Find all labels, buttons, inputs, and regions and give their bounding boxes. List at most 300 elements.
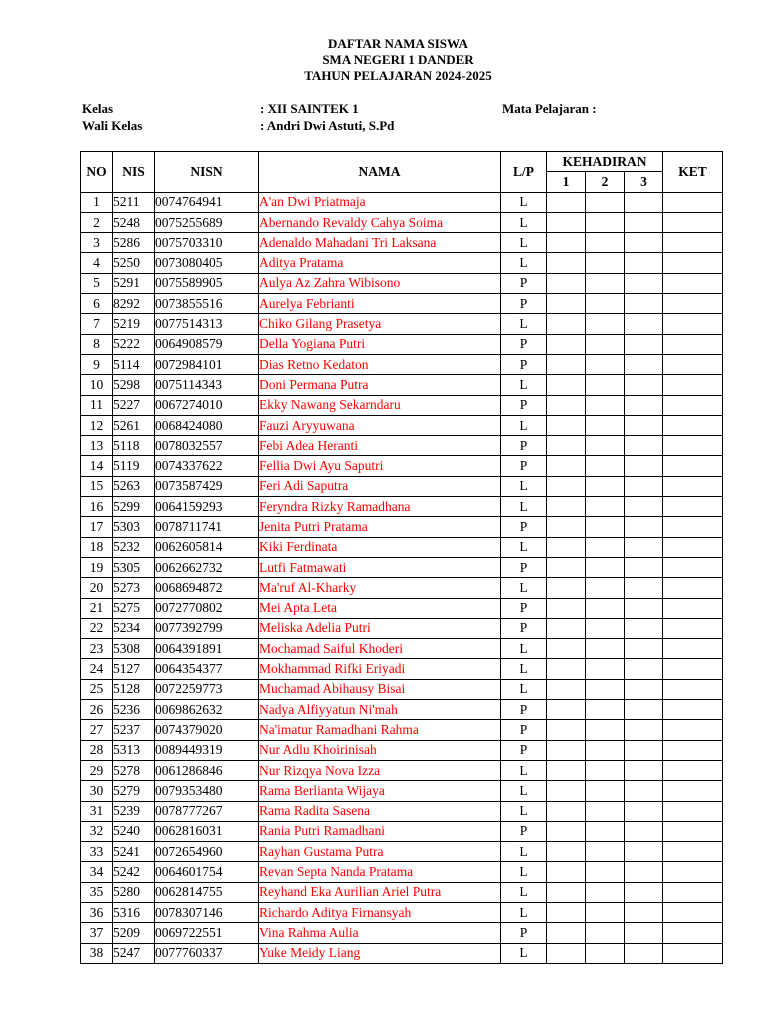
attendance-cell-1 [547, 842, 586, 862]
student-name: Na'imatur Ramadhani Rahma [259, 720, 501, 740]
academic-year: TAHUN PELAJARAN 2024-2025 [304, 68, 492, 83]
student-no: 36 [81, 902, 113, 922]
col-header-no: NO [81, 152, 113, 193]
attendance-cell-2 [586, 882, 625, 902]
table-row [81, 821, 723, 841]
student-gender: P [501, 821, 547, 841]
student-name: Vina Rahma Aulia [259, 923, 501, 943]
student-nis: 5127 [113, 659, 155, 679]
table-row [81, 294, 723, 314]
attendance-cell-3 [625, 436, 663, 456]
student-name: Della Yogiana Putri [259, 334, 501, 354]
attendance-cell-3 [625, 212, 663, 232]
student-nisn: 0077392799 [155, 618, 259, 638]
table-row [81, 679, 723, 699]
attendance-cell-1 [547, 294, 586, 314]
student-gender: P [501, 618, 547, 638]
student-gender: P [501, 395, 547, 415]
student-nis: 5248 [113, 212, 155, 232]
attendance-cell-2 [586, 740, 625, 760]
table-row [81, 557, 723, 577]
attendance-cell-2 [586, 212, 625, 232]
student-nisn: 0074337622 [155, 456, 259, 476]
student-gender: L [501, 781, 547, 801]
attendance-cell-3 [625, 192, 663, 212]
attendance-cell-3 [625, 476, 663, 496]
student-name: Adenaldo Mahadani Tri Laksana [259, 233, 501, 253]
student-name: Febi Adea Heranti [259, 436, 501, 456]
col-header-lp: L/P [501, 152, 547, 193]
student-gender: L [501, 415, 547, 435]
attendance-cell-1 [547, 375, 586, 395]
table-row [81, 395, 723, 415]
table-row [81, 760, 723, 780]
student-name: Jenita Putri Pratama [259, 517, 501, 537]
student-gender: L [501, 679, 547, 699]
student-no: 22 [81, 618, 113, 638]
attendance-cell-1 [547, 354, 586, 374]
student-gender: L [501, 212, 547, 232]
student-gender: L [501, 192, 547, 212]
student-name: Chiko Gilang Prasetya [259, 314, 501, 334]
student-name: Feri Adi Saputra [259, 476, 501, 496]
ket-cell [663, 700, 723, 720]
table-row [81, 902, 723, 922]
ket-cell [663, 334, 723, 354]
attendance-cell-2 [586, 557, 625, 577]
attendance-cell-2 [586, 415, 625, 435]
student-nisn: 0062605814 [155, 537, 259, 557]
student-nis: 5236 [113, 700, 155, 720]
table-row [81, 842, 723, 862]
student-no: 3 [81, 233, 113, 253]
student-no: 27 [81, 720, 113, 740]
student-name: Reyhand Eka Aurilian Ariel Putra [259, 882, 501, 902]
attendance-cell-2 [586, 923, 625, 943]
kelas-label: Kelas [82, 101, 114, 116]
student-nis: 5286 [113, 233, 155, 253]
attendance-cell-2 [586, 639, 625, 659]
col-header-kehadiran-1: 1 [547, 172, 586, 192]
table-row [81, 354, 723, 374]
attendance-cell-1 [547, 436, 586, 456]
attendance-cell-3 [625, 781, 663, 801]
wali-kelas-label: Wali Kelas [82, 118, 143, 133]
student-nis: 5240 [113, 821, 155, 841]
student-nis: 5247 [113, 943, 155, 963]
col-header-kehadiran-3: 3 [625, 172, 663, 192]
attendance-cell-2 [586, 294, 625, 314]
attendance-cell-1 [547, 517, 586, 537]
student-nis: 5291 [113, 273, 155, 293]
col-header-kehadiran: KEHADIRAN [547, 152, 663, 172]
attendance-cell-1 [547, 273, 586, 293]
attendance-cell-1 [547, 639, 586, 659]
table-row [81, 334, 723, 354]
attendance-cell-2 [586, 760, 625, 780]
student-gender: L [501, 842, 547, 862]
student-name: Rania Putri Ramadhani [259, 821, 501, 841]
ket-cell [663, 517, 723, 537]
student-no: 32 [81, 821, 113, 841]
student-nisn: 0078307146 [155, 902, 259, 922]
student-nis: 5305 [113, 557, 155, 577]
attendance-cell-3 [625, 354, 663, 374]
ket-cell [663, 497, 723, 517]
student-no: 23 [81, 639, 113, 659]
attendance-cell-3 [625, 375, 663, 395]
student-no: 16 [81, 497, 113, 517]
table-row [81, 233, 723, 253]
ket-cell [663, 273, 723, 293]
ket-cell [663, 842, 723, 862]
student-nis: 5250 [113, 253, 155, 273]
attendance-cell-2 [586, 821, 625, 841]
attendance-cell-3 [625, 517, 663, 537]
attendance-cell-2 [586, 700, 625, 720]
student-nisn: 0077760337 [155, 943, 259, 963]
student-gender: P [501, 354, 547, 374]
student-nis: 5278 [113, 760, 155, 780]
student-nis: 5118 [113, 436, 155, 456]
student-name: Mochamad Saiful Khoderi [259, 639, 501, 659]
table-row [81, 639, 723, 659]
student-gender: L [501, 497, 547, 517]
student-no: 34 [81, 862, 113, 882]
ket-cell [663, 294, 723, 314]
student-nisn: 0073855516 [155, 294, 259, 314]
student-no: 10 [81, 375, 113, 395]
student-nisn: 0062814755 [155, 882, 259, 902]
attendance-cell-2 [586, 334, 625, 354]
student-name: Mei Apta Leta [259, 598, 501, 618]
attendance-cell-1 [547, 720, 586, 740]
ket-cell [663, 192, 723, 212]
student-nisn: 0089449319 [155, 740, 259, 760]
student-no: 19 [81, 557, 113, 577]
ket-cell [663, 740, 723, 760]
attendance-cell-2 [586, 537, 625, 557]
attendance-cell-3 [625, 273, 663, 293]
table-row [81, 700, 723, 720]
student-nis: 5303 [113, 517, 155, 537]
student-nis: 5298 [113, 375, 155, 395]
student-nis: 5308 [113, 639, 155, 659]
student-gender: P [501, 456, 547, 476]
col-header-nis: NIS [113, 152, 155, 193]
student-nisn: 0061286846 [155, 760, 259, 780]
student-no: 1 [81, 192, 113, 212]
attendance-cell-2 [586, 801, 625, 821]
student-nisn: 0069862632 [155, 700, 259, 720]
attendance-cell-1 [547, 923, 586, 943]
student-name: Nur Rizqya Nova Izza [259, 760, 501, 780]
student-nisn: 0064159293 [155, 497, 259, 517]
ket-cell [663, 679, 723, 699]
student-no: 18 [81, 537, 113, 557]
attendance-cell-1 [547, 700, 586, 720]
attendance-cell-3 [625, 842, 663, 862]
student-gender: L [501, 659, 547, 679]
attendance-cell-2 [586, 679, 625, 699]
attendance-cell-2 [586, 436, 625, 456]
attendance-cell-3 [625, 598, 663, 618]
student-name: Lutfi Fatmawati [259, 557, 501, 577]
student-nis: 5273 [113, 578, 155, 598]
ket-cell [663, 618, 723, 638]
attendance-cell-3 [625, 902, 663, 922]
student-gender: P [501, 720, 547, 740]
attendance-cell-3 [625, 740, 663, 760]
student-name: Yuke Meidy Liang [259, 943, 501, 963]
student-no: 24 [81, 659, 113, 679]
table-row [81, 598, 723, 618]
student-nisn: 0067274010 [155, 395, 259, 415]
table-row [81, 273, 723, 293]
student-gender: L [501, 639, 547, 659]
attendance-cell-2 [586, 375, 625, 395]
student-gender: L [501, 760, 547, 780]
attendance-cell-2 [586, 456, 625, 476]
table-row [81, 578, 723, 598]
attendance-cell-2 [586, 395, 625, 415]
ket-cell [663, 943, 723, 963]
attendance-cell-3 [625, 253, 663, 273]
ket-cell [663, 801, 723, 821]
student-nis: 5237 [113, 720, 155, 740]
attendance-cell-3 [625, 923, 663, 943]
wali-kelas-value: : Andri Dwi Astuti, S.Pd [260, 118, 395, 133]
attendance-cell-3 [625, 415, 663, 435]
student-gender: P [501, 923, 547, 943]
attendance-cell-3 [625, 659, 663, 679]
student-name: Feryndra Rizky Ramadhana [259, 497, 501, 517]
student-nisn: 0064908579 [155, 334, 259, 354]
attendance-cell-2 [586, 476, 625, 496]
attendance-cell-1 [547, 537, 586, 557]
student-gender: P [501, 517, 547, 537]
ket-cell [663, 639, 723, 659]
student-no: 14 [81, 456, 113, 476]
attendance-cell-1 [547, 943, 586, 963]
attendance-cell-1 [547, 821, 586, 841]
ket-cell [663, 760, 723, 780]
attendance-cell-1 [547, 497, 586, 517]
ket-cell [663, 354, 723, 374]
student-gender: L [501, 801, 547, 821]
attendance-cell-2 [586, 781, 625, 801]
student-no: 2 [81, 212, 113, 232]
table-row [81, 476, 723, 496]
table-row [81, 192, 723, 212]
student-name: Mokhammad Rifki Eriyadi [259, 659, 501, 679]
attendance-cell-1 [547, 760, 586, 780]
student-nisn: 0078032557 [155, 436, 259, 456]
student-no: 21 [81, 598, 113, 618]
ket-cell [663, 253, 723, 273]
attendance-cell-3 [625, 821, 663, 841]
ket-cell [663, 233, 723, 253]
ket-cell [663, 456, 723, 476]
student-nisn: 0075114343 [155, 375, 259, 395]
attendance-cell-3 [625, 314, 663, 334]
attendance-cell-3 [625, 700, 663, 720]
student-no: 7 [81, 314, 113, 334]
attendance-cell-2 [586, 943, 625, 963]
attendance-cell-3 [625, 578, 663, 598]
student-nis: 5232 [113, 537, 155, 557]
attendance-cell-1 [547, 578, 586, 598]
student-no: 4 [81, 253, 113, 273]
attendance-cell-3 [625, 639, 663, 659]
attendance-cell-1 [547, 192, 586, 212]
student-nisn: 0072654960 [155, 842, 259, 862]
table-row [81, 436, 723, 456]
student-name: Meliska Adelia Putri [259, 618, 501, 638]
student-nisn: 0074764941 [155, 192, 259, 212]
student-nisn: 0064391891 [155, 639, 259, 659]
student-no: 33 [81, 842, 113, 862]
attendance-cell-2 [586, 578, 625, 598]
student-nisn: 0079353480 [155, 781, 259, 801]
student-nisn: 0075589905 [155, 273, 259, 293]
student-nisn: 0068424080 [155, 415, 259, 435]
student-nis: 5128 [113, 679, 155, 699]
attendance-cell-2 [586, 598, 625, 618]
student-name: Ma'ruf Al-Kharky [259, 578, 501, 598]
student-nis: 5263 [113, 476, 155, 496]
student-nisn: 0075703310 [155, 233, 259, 253]
student-nis: 5242 [113, 862, 155, 882]
ket-cell [663, 436, 723, 456]
ket-cell [663, 821, 723, 841]
attendance-cell-2 [586, 862, 625, 882]
student-gender: L [501, 375, 547, 395]
student-nis: 5239 [113, 801, 155, 821]
student-gender: L [501, 233, 547, 253]
attendance-cell-2 [586, 354, 625, 374]
student-gender: P [501, 294, 547, 314]
table-row [81, 781, 723, 801]
attendance-cell-1 [547, 334, 586, 354]
student-nisn: 0062816031 [155, 821, 259, 841]
ket-cell [663, 375, 723, 395]
student-gender: L [501, 862, 547, 882]
table-row [81, 618, 723, 638]
attendance-cell-2 [586, 273, 625, 293]
attendance-cell-2 [586, 720, 625, 740]
table-row [81, 456, 723, 476]
attendance-cell-1 [547, 415, 586, 435]
student-no: 11 [81, 395, 113, 415]
table-row [81, 801, 723, 821]
attendance-cell-3 [625, 801, 663, 821]
kelas-value: : XII SAINTEK 1 [260, 101, 359, 116]
attendance-cell-3 [625, 943, 663, 963]
student-nis: 5261 [113, 415, 155, 435]
student-nisn: 0064601754 [155, 862, 259, 882]
table-row [81, 497, 723, 517]
col-header-kehadiran-2: 2 [586, 172, 625, 192]
ket-cell [663, 781, 723, 801]
table-body [81, 192, 723, 963]
student-gender: L [501, 882, 547, 902]
col-header-ket: KET [663, 152, 723, 193]
attendance-cell-1 [547, 212, 586, 232]
student-nis: 8292 [113, 294, 155, 314]
table-row [81, 862, 723, 882]
student-nisn: 0068694872 [155, 578, 259, 598]
student-nis: 5222 [113, 334, 155, 354]
student-no: 6 [81, 294, 113, 314]
student-gender: L [501, 902, 547, 922]
student-gender: L [501, 476, 547, 496]
ket-cell [663, 923, 723, 943]
attendance-cell-1 [547, 456, 586, 476]
student-name: Revan Septa Nanda Pratama [259, 862, 501, 882]
student-nis: 5209 [113, 923, 155, 943]
student-nis: 5241 [113, 842, 155, 862]
attendance-cell-2 [586, 233, 625, 253]
table-row [81, 375, 723, 395]
attendance-cell-3 [625, 760, 663, 780]
attendance-cell-1 [547, 882, 586, 902]
student-nisn: 0073587429 [155, 476, 259, 496]
table-row [81, 720, 723, 740]
attendance-cell-1 [547, 395, 586, 415]
student-nisn: 0074379020 [155, 720, 259, 740]
table-row [81, 740, 723, 760]
student-name: Rama Radita Sasena [259, 801, 501, 821]
col-header-nama: NAMA [259, 152, 501, 193]
attendance-cell-1 [547, 233, 586, 253]
student-nisn: 0072984101 [155, 354, 259, 374]
attendance-cell-3 [625, 456, 663, 476]
attendance-cell-3 [625, 334, 663, 354]
attendance-cell-1 [547, 862, 586, 882]
student-nis: 5219 [113, 314, 155, 334]
student-name: Nur Adlu Khoirinisah [259, 740, 501, 760]
student-nis: 5114 [113, 354, 155, 374]
table-row [81, 517, 723, 537]
attendance-cell-1 [547, 801, 586, 821]
student-name: Muchamad Abihausy Bisai [259, 679, 501, 699]
ket-cell [663, 720, 723, 740]
student-no: 13 [81, 436, 113, 456]
student-nisn: 0062662732 [155, 557, 259, 577]
table-row [81, 923, 723, 943]
student-gender: P [501, 598, 547, 618]
attendance-cell-3 [625, 395, 663, 415]
attendance-cell-3 [625, 882, 663, 902]
student-name: Aurelya Febrianti [259, 294, 501, 314]
student-gender: L [501, 314, 547, 334]
student-nis: 5316 [113, 902, 155, 922]
student-name: Rama Berlianta Wijaya [259, 781, 501, 801]
student-name: Rayhan Gustama Putra [259, 842, 501, 862]
student-nis: 5211 [113, 192, 155, 212]
attendance-cell-2 [586, 314, 625, 334]
student-no: 38 [81, 943, 113, 963]
student-no: 5 [81, 273, 113, 293]
student-nis: 5280 [113, 882, 155, 902]
student-nis: 5313 [113, 740, 155, 760]
attendance-cell-1 [547, 314, 586, 334]
student-no: 26 [81, 700, 113, 720]
student-no: 15 [81, 476, 113, 496]
ket-cell [663, 659, 723, 679]
student-gender: L [501, 578, 547, 598]
